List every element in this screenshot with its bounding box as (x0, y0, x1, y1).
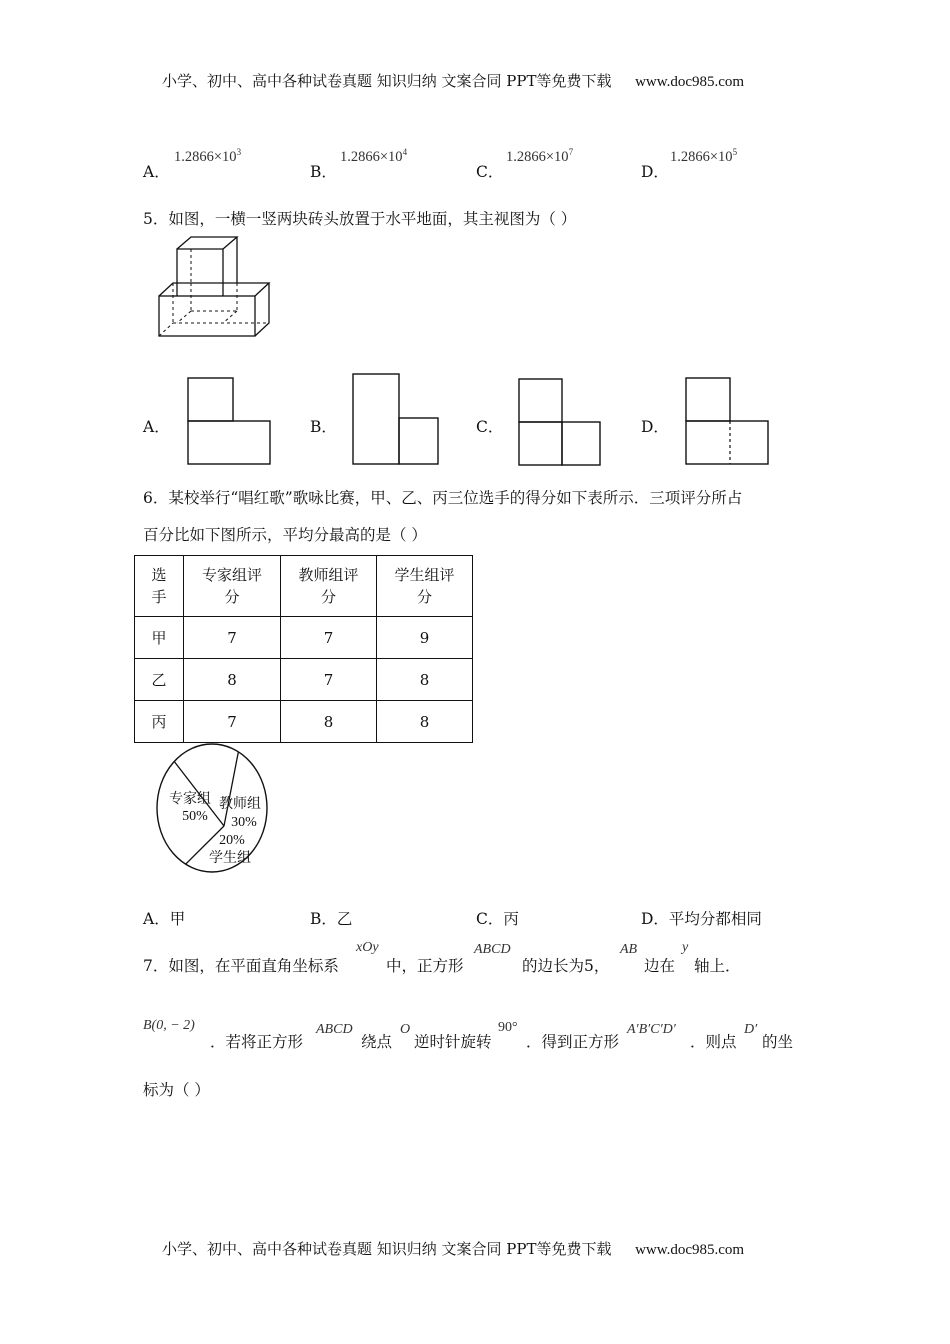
q7-math: ABCD (316, 1022, 353, 1037)
q7-text: 轴上． (694, 957, 741, 975)
hidden-edges (159, 249, 269, 336)
q5-option-a-label: A． (143, 418, 170, 436)
q7-math: O (400, 1022, 411, 1037)
table-cell: 7 (184, 617, 281, 659)
q5-stem: 5．如图，一横一竖两块砖头放置于水平地面，其主视图为（ ） (143, 210, 577, 228)
q4-option-d-value: $1.2866\times 10^5$ (670, 147, 738, 165)
table-row (135, 701, 473, 743)
q6-stem-line1: 6．某校举行“唱红歌”歌咏比赛，甲、乙、丙三位选手的得分如下表所示．三项评分所占 (143, 489, 743, 507)
q4-option-c-value: $1.2866\times 10^7$ (506, 147, 574, 165)
table-cell: 9 (377, 617, 473, 659)
header-cell: 学生组评 分 (377, 556, 473, 617)
q5-option-c-label: C． (476, 418, 504, 436)
q5-option-a-figure (186, 376, 272, 468)
q7-math: y (682, 940, 689, 955)
q4-option-b: B． (310, 163, 337, 181)
q7-text: 的边长为5， (522, 957, 610, 975)
q7-text: 中，正方形 (386, 957, 464, 975)
q6-option-a: A．甲 (143, 910, 186, 928)
pie-label-value: 30% (231, 815, 257, 830)
header-url: www.doc985.com (635, 74, 745, 90)
header-text: 小学、初中、高中各种试卷真题 知识归纳 文案合同 PPT等免费下载 (162, 72, 612, 90)
q4-option-d: D． (641, 163, 669, 181)
q7-math: ABCD (474, 942, 511, 957)
q4-option-a: A． (143, 163, 170, 181)
q6-option-c: C．丙 (476, 910, 519, 928)
q7-text: 边在 (644, 957, 676, 975)
table-cell: 7 (281, 659, 377, 701)
table-cell: 乙 (135, 659, 184, 701)
table-cell: 7 (184, 701, 281, 743)
q7-text: ．则点 (690, 1033, 737, 1051)
table-cell: 甲 (135, 617, 184, 659)
q5-option-d-figure (684, 376, 770, 468)
footer-banner (162, 1238, 744, 1259)
q6-option-b: B．乙 (310, 910, 353, 928)
q7-math: xOy (356, 940, 379, 955)
table-cell: 8 (377, 659, 473, 701)
q7-math: AB (620, 942, 638, 957)
table-cell: 8 (281, 701, 377, 743)
q7-text: ．得到正方形 (526, 1033, 620, 1051)
q7-text: 绕点 (361, 1033, 393, 1051)
brick-3d-figure (155, 235, 275, 341)
table-row (135, 617, 473, 659)
q4-option-a-value: $1.2866\times 10^3$ (174, 147, 242, 165)
q4-option-b-value: $1.2866\times 10^4$ (340, 147, 408, 165)
q7-math: B(0, − 2) (143, 1018, 195, 1033)
q5-option-c-figure (517, 377, 603, 468)
header-cell: 专家组评 分 (184, 556, 281, 617)
q7-math: A′B′C′D′ (627, 1022, 676, 1037)
q7-math: D′ (744, 1022, 758, 1037)
pie-label-name: 教师组 (219, 797, 261, 812)
score-table (134, 555, 473, 743)
table-cell: 丙 (135, 701, 184, 743)
table-header-row (135, 556, 473, 617)
q7-text: 逆时针旋转 (414, 1033, 492, 1051)
q5-option-d-label: D． (641, 418, 669, 436)
horizontal-brick-side (255, 283, 269, 336)
q7-text: 7．如图，在平面直角坐标系 (143, 957, 339, 975)
header-cell: 教师组评 分 (281, 556, 377, 617)
q5-option-b-label: B． (310, 418, 337, 436)
table-row (135, 659, 473, 701)
horizontal-brick-top (159, 283, 269, 296)
q7-text: 的坐 (762, 1033, 794, 1051)
q4-option-c: C． (476, 163, 504, 181)
q6-stem-line2: 百分比如下图所示，平均分最高的是（ ） (143, 526, 427, 544)
q7-text: ．若将正方形 (210, 1033, 304, 1051)
q7-text: 标为（ ） (143, 1081, 210, 1099)
table-cell: 8 (377, 701, 473, 743)
pie-chart (155, 743, 269, 877)
q7-math: 90° (498, 1020, 518, 1035)
pie-label-name: 专家组 (169, 792, 211, 807)
header-banner (162, 70, 744, 91)
table-cell: 7 (281, 617, 377, 659)
vertical-brick-top (177, 237, 237, 249)
pie-label-value: 50% (182, 809, 208, 824)
vertical-brick-front (177, 249, 223, 296)
pie-label-name: 学生组 (209, 851, 251, 866)
footer-url: www.doc985.com (635, 1242, 745, 1258)
pie-label-value: 20% (219, 833, 245, 848)
q6-option-d: D．平均分都相同 (641, 910, 762, 928)
table-cell: 8 (184, 659, 281, 701)
header-cell: 选 手 (135, 556, 184, 617)
q5-option-b-figure (351, 372, 441, 468)
footer-text: 小学、初中、高中各种试卷真题 知识归纳 文案合同 PPT等免费下载 (162, 1240, 612, 1258)
